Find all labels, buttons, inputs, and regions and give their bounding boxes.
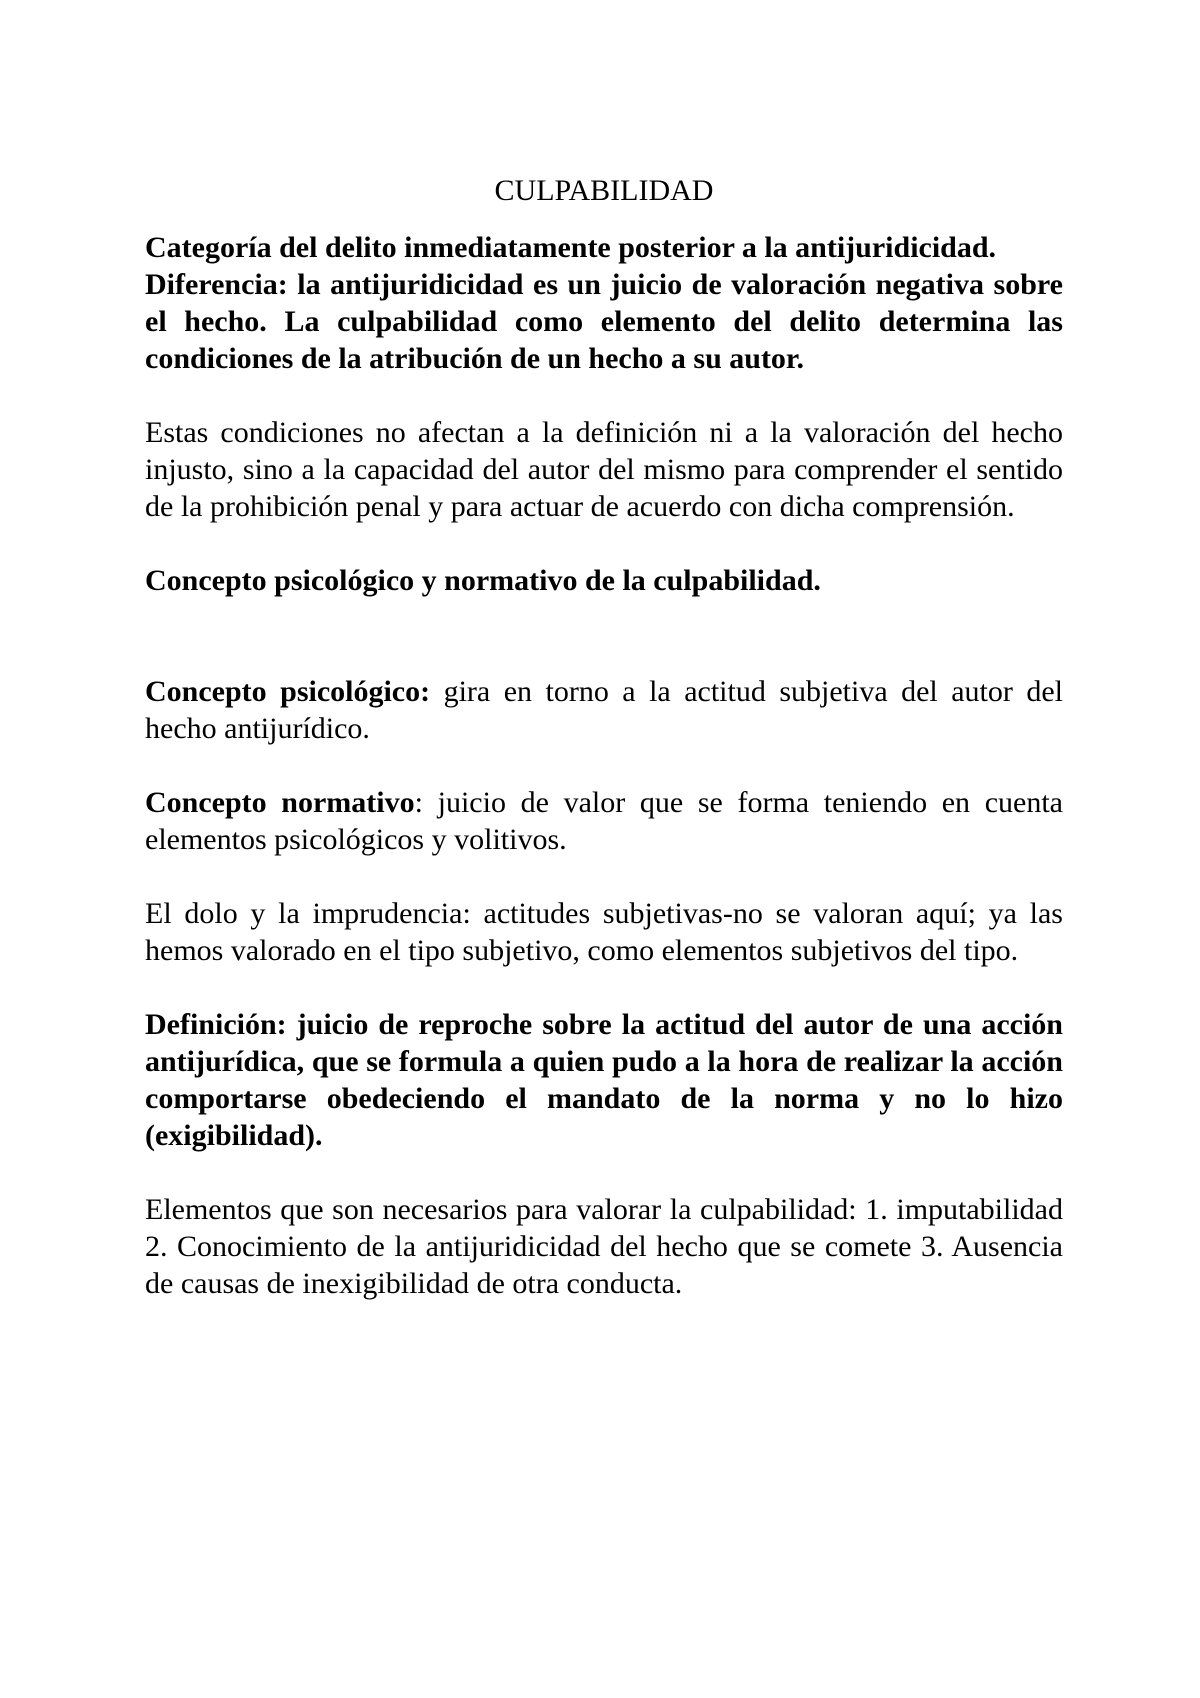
document-title: CULPABILIDAD: [494, 174, 714, 207]
spacer: [145, 525, 1063, 562]
label-concepto-psicologico: Concepto psicológico:: [145, 675, 431, 708]
paragraph-diferencia: Diferencia: la antijuridicidad es un juicio de valoración negativa sobre el hecho. La culpabilidad como elemento del delito determina las condiciones de la atribución de un hecho a su autor.: [145, 268, 1063, 375]
spacer: [145, 858, 1063, 895]
paragraph-dolo: El dolo y la imprudencia: actitudes subjetivas-no se valoran aquí; ya las hemos valorado en el tipo subjetivo, como elementos subjetivos del tipo.: [145, 897, 1063, 967]
paragraph-concepto-normativo: [145, 784, 1063, 858]
label-concepto-normativo: Concepto normativo: [145, 786, 415, 819]
text-concepto-psicologico: gira en torno a la actitud subjetiva del autor del hecho antijurídico.: [145, 675, 1064, 745]
paragraph-elementos: Elementos que son necesarios para valorar la culpabilidad: 1. imputabilidad 2. Conocimiento de la antijuridicidad del hecho que se comete 3. Ausencia de causas de inexigibilidad de otra conducta.: [145, 1193, 1063, 1300]
paragraph-definicion: Definición: juicio de reproche sobre la actitud del autor de una acción antijurídica, que se formula a quien pudo a la hora de realizar la acción comportarse obedeciendo el mandato de la norma y no lo hizo (exigibilidad).: [145, 1008, 1063, 1152]
paragraph-condiciones: Estas condiciones no afectan a la definición ni a la valoración del hecho injusto, sino a la capacidad del autor del mismo para comprender el sentido de la prohibición penal y para actuar de acuerdo con dicha comprensión.: [145, 416, 1063, 523]
document-page: [145, 172, 1063, 1302]
paragraph-concepto-psicologico: [145, 673, 1063, 747]
spacer: [145, 1154, 1063, 1191]
spacer: [145, 969, 1063, 1006]
heading-concepto: Concepto psicológico y normativo de la culpabilidad.: [145, 564, 821, 597]
text-concepto-normativo: : juicio de valor que se forma teniendo en cuenta elementos psicológicos y volitivos.: [145, 786, 1063, 856]
spacer: [145, 599, 1063, 673]
spacer: [145, 747, 1063, 784]
paragraph-categoria: Categoría del delito inmediatamente posterior a la antijuridicidad.: [145, 231, 997, 264]
spacer: [145, 377, 1063, 414]
